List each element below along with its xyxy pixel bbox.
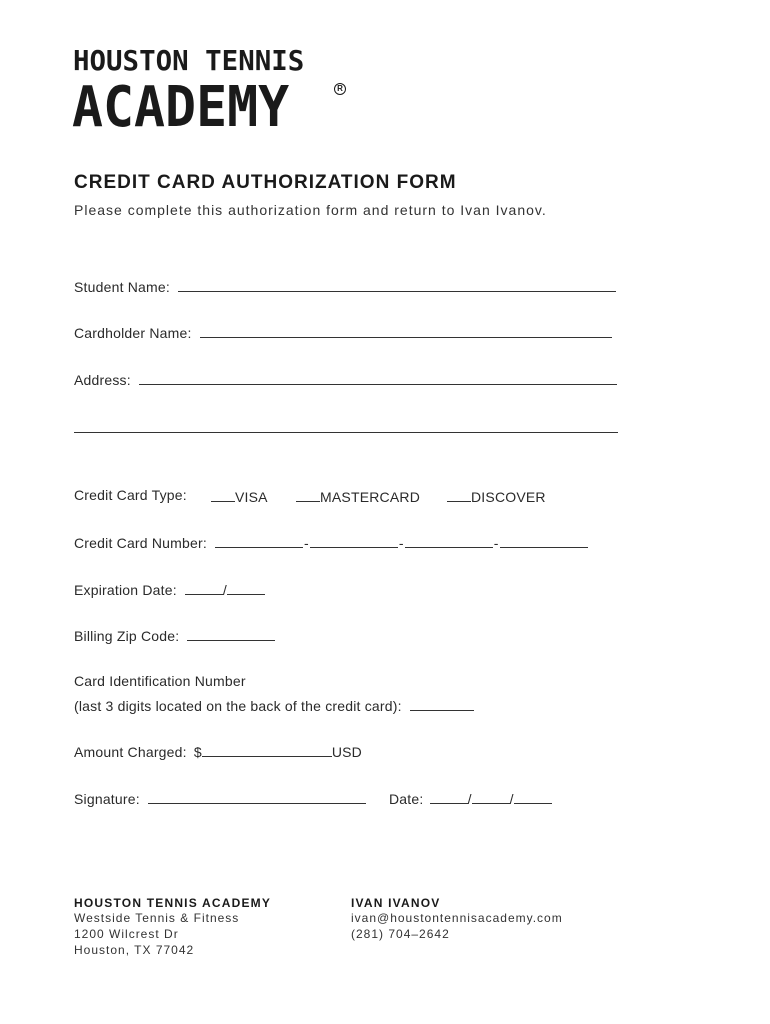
amount-charged-row [74, 742, 362, 760]
form-subtitle: Please complete this authorization form and return to Ivan Ivanov. [74, 202, 547, 218]
date-year-field[interactable] [514, 789, 552, 804]
amount-charged-field[interactable] [202, 742, 332, 757]
student-name-label: Student Name: [74, 279, 170, 295]
expiration-month-field[interactable] [185, 580, 223, 595]
date-label: Date: [389, 791, 424, 807]
date-day-field[interactable] [472, 789, 510, 804]
address-label: Address: [74, 372, 131, 388]
cid-note: (last 3 digits located on the back of the credit card): [74, 698, 402, 714]
cid-field[interactable] [410, 696, 474, 711]
footer-contact-block [351, 896, 563, 942]
discover-label: DISCOVER [471, 489, 546, 505]
card-type-mastercard-option[interactable] [296, 487, 420, 505]
currency-symbol: $ [193, 744, 202, 760]
footer-contact-email[interactable]: ivan@houstontennisacademy.com [351, 911, 563, 925]
logo-line-2: ACADEMY [72, 75, 290, 140]
amount-charged-label: Amount Charged: [74, 744, 187, 760]
footer-contact-heading: IVAN IVANOV [351, 896, 441, 910]
form-title: CREDIT CARD AUTHORIZATION FORM [74, 172, 457, 193]
signature-label: Signature: [74, 791, 140, 807]
student-name-row [74, 277, 616, 295]
visa-label: VISA [235, 489, 268, 505]
cardholder-name-field[interactable] [200, 323, 612, 338]
card-number-group-2[interactable] [310, 533, 398, 548]
billing-zip-label: Billing Zip Code: [74, 628, 180, 644]
address-field-line-2[interactable] [74, 418, 618, 433]
address-row-2 [74, 418, 618, 436]
cardholder-name-label: Cardholder Name: [74, 325, 192, 341]
discover-checkbox[interactable] [447, 487, 471, 502]
date-slash: / [509, 791, 514, 807]
cardholder-name-row [74, 323, 612, 341]
footer-academy-line-1: Westside Tennis & Fitness [74, 911, 240, 925]
footer-contact-phone: (281) 704–2642 [351, 927, 450, 941]
address-field-line-1[interactable] [139, 370, 617, 385]
card-number-group-4[interactable] [500, 533, 588, 548]
footer-academy-heading: HOUSTON TENNIS ACADEMY [74, 896, 272, 910]
signature-row [74, 789, 366, 807]
card-number-group-1[interactable] [215, 533, 303, 548]
footer-academy-line-2: 1200 Wilcrest Dr [74, 927, 179, 941]
card-number-separator: - [304, 535, 309, 551]
mastercard-label: MASTERCARD [320, 489, 421, 505]
expiration-date-row [74, 580, 265, 598]
card-number-separator: - [493, 535, 499, 551]
card-type-discover-option[interactable] [447, 487, 546, 505]
billing-zip-row [74, 626, 275, 644]
address-row [74, 370, 617, 388]
visa-checkbox[interactable] [211, 487, 235, 502]
card-number-label: Credit Card Number: [74, 535, 207, 551]
date-slash: / [467, 791, 472, 807]
card-number-row [74, 533, 588, 551]
expiration-date-slash: / [222, 582, 227, 598]
cid-row [74, 696, 474, 714]
card-number-separator: - [398, 535, 404, 551]
cid-title: Card Identification Number [74, 673, 246, 689]
signature-field[interactable] [148, 789, 366, 804]
card-number-group-3[interactable] [405, 533, 493, 548]
footer-academy-block [74, 896, 271, 958]
currency-code: USD [331, 744, 362, 760]
expiration-year-field[interactable] [227, 580, 265, 595]
mastercard-checkbox[interactable] [296, 487, 320, 502]
student-name-field[interactable] [178, 277, 616, 292]
logo-line-1: HOUSTON TENNIS [73, 44, 305, 77]
card-type-visa-option[interactable] [211, 487, 268, 505]
footer-academy-line-3: Houston, TX 77042 [74, 943, 195, 957]
date-row [389, 789, 552, 807]
expiration-date-label: Expiration Date: [74, 582, 177, 598]
card-type-label: Credit Card Type: [74, 487, 187, 503]
date-month-field[interactable] [430, 789, 468, 804]
billing-zip-field[interactable] [187, 626, 275, 641]
registered-mark-icon: R [334, 83, 346, 95]
